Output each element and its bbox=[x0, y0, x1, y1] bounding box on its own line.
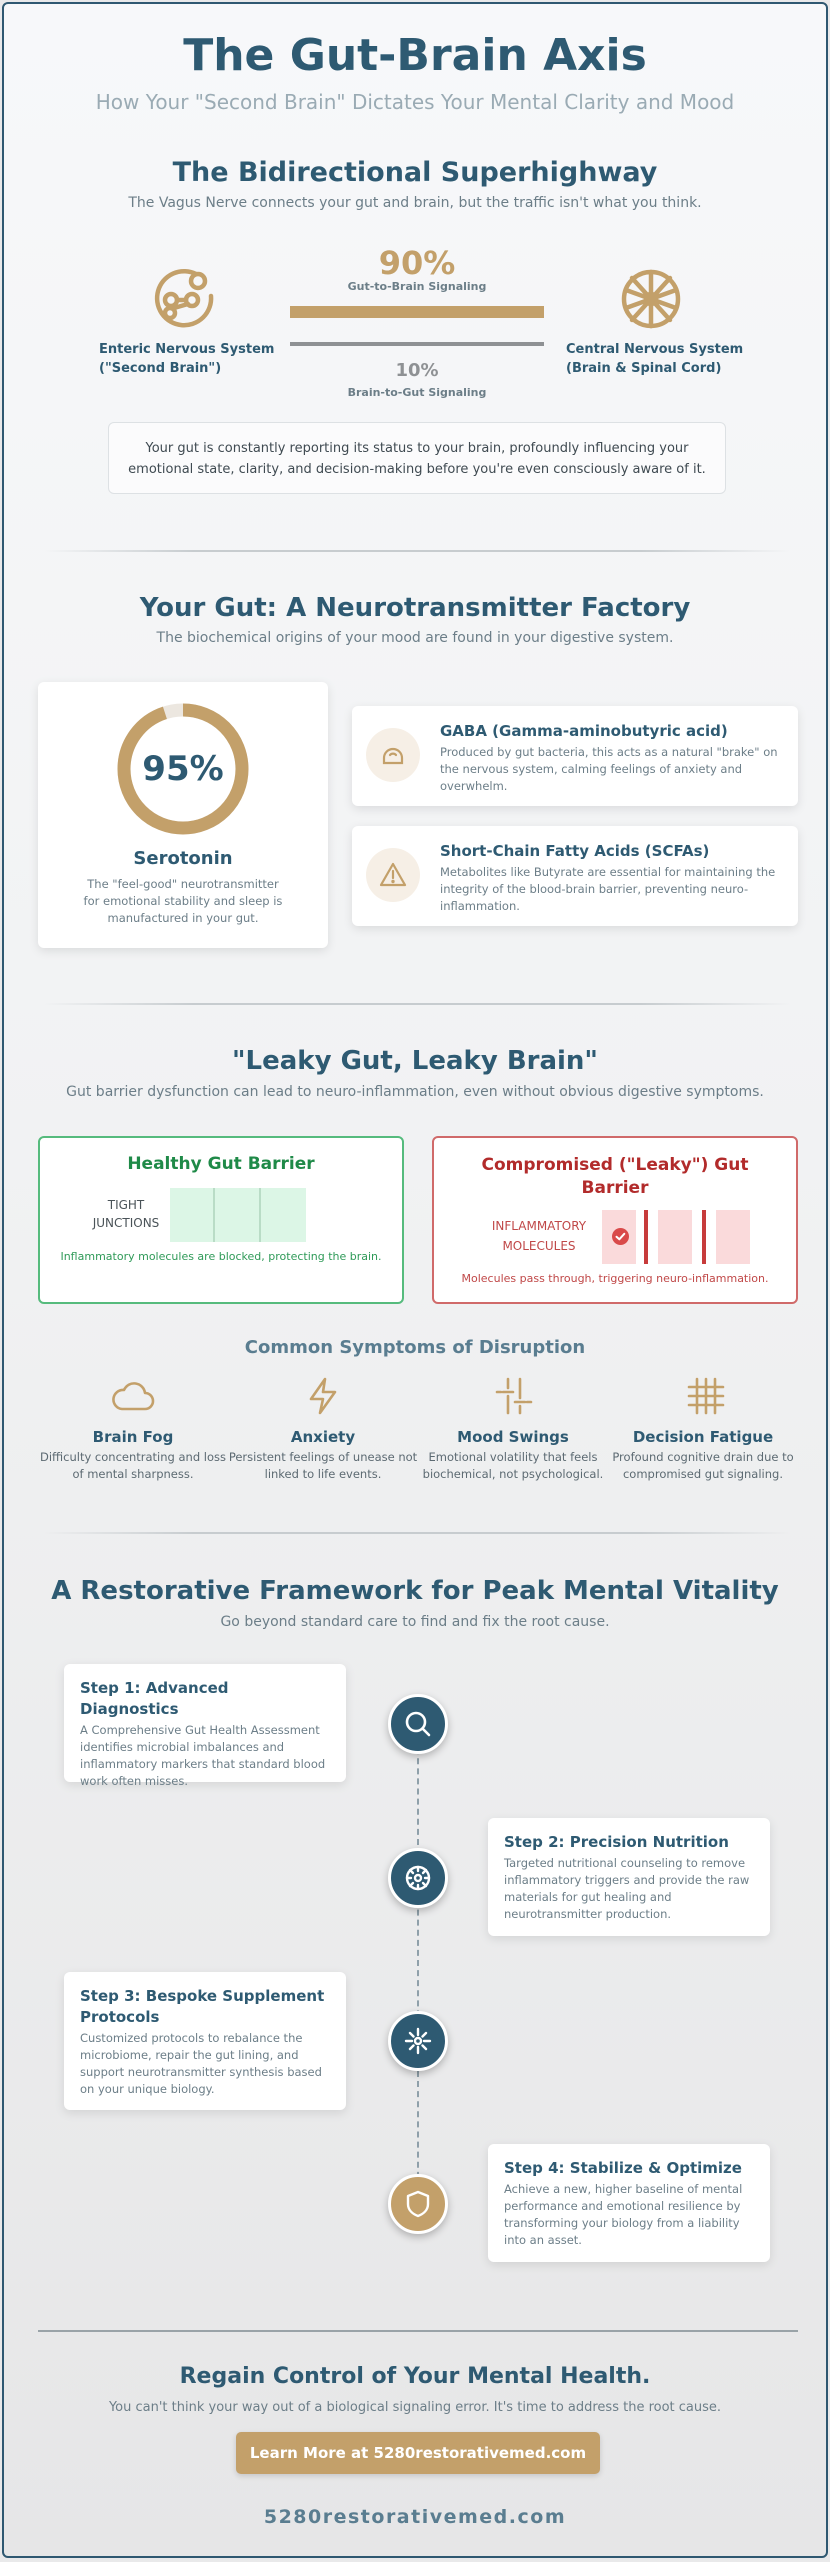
step-4-card bbox=[488, 2144, 770, 2262]
step-1-desc: A Comprehensive Gut Health Assessment identifies microbial imbalances and inflammatory markers that standard blood work often misses. bbox=[80, 1723, 326, 1788]
symptom-anxiety: Anxiety Persistent feelings of unease not linked to life events. bbox=[228, 1428, 418, 1481]
shield-icon bbox=[391, 2177, 445, 2231]
cta-divider bbox=[38, 2330, 798, 2332]
step-1-card bbox=[64, 1664, 346, 1788]
framework-subtitle: Go beyond standard care to find and fix the root cause. bbox=[220, 1614, 610, 1630]
serotonin-percent: 95% bbox=[142, 749, 224, 789]
section-divider bbox=[44, 1532, 790, 1534]
scfa-text bbox=[440, 842, 780, 915]
cloud-icon bbox=[110, 1378, 156, 1414]
serotonin-name: Serotonin bbox=[133, 848, 233, 869]
gaba-title: GABA (Gamma-aminobutyric acid) bbox=[440, 722, 728, 740]
symptom-brain-fog: Brain Fog Difficulty concentrating and loss of mental sharpness. bbox=[39, 1428, 227, 1481]
superhighway-subtitle: The Vagus Nerve connects your gut and brain, but the traffic isn't what you think. bbox=[128, 195, 702, 211]
scfa-card bbox=[352, 826, 798, 926]
inflammatory-label: INFLAMMATORY MOLECULES bbox=[491, 1219, 587, 1253]
symptoms-title: Common Symptoms of Disruption bbox=[244, 1337, 586, 1358]
warning-icon bbox=[379, 861, 407, 889]
brain-to-gut-bar bbox=[290, 342, 544, 346]
leaky-subtitle: Gut barrier dysfunction can lead to neuro-inflammation, even without obvious digestive symptoms. bbox=[66, 1084, 764, 1100]
sparkle-icon bbox=[391, 2014, 445, 2068]
enteric-label: Enteric Nervous System ("Second Brain") bbox=[99, 342, 275, 376]
tight-junctions-label: TIGHT JUNCTIONS bbox=[92, 1198, 160, 1230]
gap-marker bbox=[702, 1210, 706, 1264]
grid-icon bbox=[686, 1376, 726, 1416]
compromised-barrier-card bbox=[432, 1136, 798, 1304]
scfa-desc: Metabolites like Butyrate are essential for maintaining the integrity of the blood-brain barrier, preventing neuro-inflammation. bbox=[440, 865, 776, 913]
serotonin-card bbox=[38, 682, 328, 948]
tight-junction-barrier bbox=[170, 1188, 306, 1242]
superhighway-callout: Your gut is constantly reporting its status to your brain, profoundly influencing your emotional state, clarity, and decision-making before you're even consciously aware of it. bbox=[108, 422, 726, 494]
barrier-block bbox=[716, 1210, 750, 1264]
infographic-page bbox=[2, 2, 828, 2558]
footer-website[interactable]: 5280restorativemed.com bbox=[263, 2506, 567, 2528]
healthy-caption: Inflammatory molecules are blocked, protecting the brain. bbox=[60, 1250, 382, 1263]
step-3-desc: Customized protocols to rebalance the microbiome, repair the gut lining, and support neurotransmitter synthesis based on your unique biology. bbox=[80, 2031, 322, 2096]
scfa-title: Short-Chain Fatty Acids (SCFAs) bbox=[440, 842, 710, 860]
gut-to-brain-bar bbox=[290, 306, 544, 318]
step-1-node bbox=[388, 1694, 448, 1754]
learn-more-button[interactable]: Learn More at 5280restorativemed.com bbox=[236, 2432, 600, 2474]
factory-subtitle: The biochemical origins of your mood are found in your digestive system. bbox=[156, 630, 674, 646]
check-icon bbox=[612, 1228, 629, 1245]
compromised-caption: Molecules pass through, triggering neuro-inflammation. bbox=[461, 1272, 769, 1285]
step-1-title: Step 1: Advanced Diagnostics bbox=[80, 1679, 229, 1718]
step-4-desc: Achieve a new, higher baseline of mental performance and emotional resilience by transforming your biology from a liability into an asset. bbox=[504, 2182, 743, 2247]
step-2-desc: Targeted nutritional counseling to remove inflammatory triggers and provide the raw materials for gut healing and neurotransmitter production. bbox=[504, 1856, 750, 1921]
leaky-title: "Leaky Gut, Leaky Brain" bbox=[232, 1046, 598, 1076]
step-4-node bbox=[388, 2174, 448, 2234]
gaba-card bbox=[352, 706, 798, 806]
compromised-title: Compromised ("Leaky") Gut Barrier bbox=[481, 1155, 749, 1198]
down-percent: 10% bbox=[395, 360, 439, 381]
down-label: Brain-to-Gut Signaling bbox=[347, 386, 487, 399]
sliders-icon bbox=[494, 1376, 534, 1416]
up-label: Gut-to-Brain Signaling bbox=[347, 280, 487, 293]
search-icon bbox=[391, 1697, 445, 1751]
capsule-icon bbox=[379, 742, 407, 770]
symptom-decision-fatigue: Decision Fatigue Profound cognitive drain due to compromised gut signaling. bbox=[612, 1428, 794, 1481]
step-2-title: Step 2: Precision Nutrition bbox=[504, 1833, 729, 1851]
factory-title: Your Gut: A Neurotransmitter Factory bbox=[139, 593, 691, 623]
brain-wheel-icon bbox=[618, 266, 684, 332]
step-4-title: Step 4: Stabilize & Optimize bbox=[504, 2159, 742, 2177]
timeline-line bbox=[417, 1728, 419, 2198]
gaba-text bbox=[440, 722, 780, 795]
symptom-mood-swings: Mood Swings Emotional volatility that feels biochemical, not psychological. bbox=[422, 1428, 604, 1481]
dial-icon bbox=[391, 1851, 445, 1905]
page-subtitle: How Your "Second Brain" Dictates Your Mental Clarity and Mood bbox=[95, 90, 735, 114]
healthy-barrier-card bbox=[38, 1136, 404, 1304]
framework-title: A Restorative Framework for Peak Mental Vitality bbox=[51, 1576, 779, 1606]
superhighway-title: The Bidirectional Superhighway bbox=[172, 157, 658, 188]
step-3-title: Step 3: Bespoke Supplement Protocols bbox=[80, 1987, 325, 2026]
gut-icon bbox=[152, 266, 218, 332]
up-percent: 90% bbox=[378, 244, 456, 282]
page-title: The Gut-Brain Axis bbox=[183, 30, 647, 81]
serotonin-desc: The "feel-good" neurotransmitter for emotional stability and sleep is manufactured in your gut. bbox=[83, 877, 283, 925]
section-divider bbox=[44, 1003, 790, 1005]
step-2-node bbox=[388, 1848, 448, 1908]
lightning-icon bbox=[303, 1376, 343, 1416]
gap-marker bbox=[644, 1210, 648, 1264]
gaba-desc: Produced by gut bacteria, this acts as a natural "brake" on the nervous system, calming feelings of anxiety and overwhelm. bbox=[440, 745, 778, 793]
step-2-card bbox=[488, 1818, 770, 1936]
barrier-block bbox=[658, 1210, 692, 1264]
section-divider bbox=[44, 550, 790, 552]
central-label: Central Nervous System (Brain & Spinal Cord) bbox=[566, 342, 744, 376]
step-3-node bbox=[388, 2011, 448, 2071]
step-3-card bbox=[64, 1972, 346, 2110]
cta-subtitle: You can't think your way out of a biological signaling error. It's time to address the root cause. bbox=[108, 2400, 722, 2415]
healthy-title: Healthy Gut Barrier bbox=[127, 1154, 315, 1174]
cta-title: Regain Control of Your Mental Health. bbox=[179, 2364, 651, 2389]
